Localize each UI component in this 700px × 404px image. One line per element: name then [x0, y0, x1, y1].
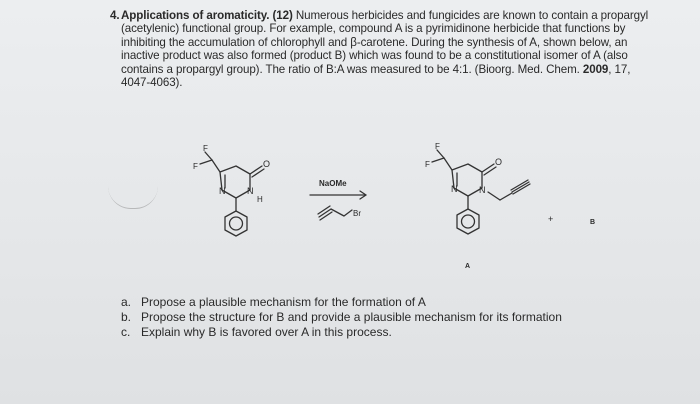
- part-a-label: a.: [121, 295, 132, 309]
- a-fluorine-1: F: [435, 142, 440, 151]
- sm-oxygen: O: [263, 159, 271, 169]
- part-c-text: Explain why B is favored over A in this process.: [141, 325, 392, 339]
- part-c-label: c.: [121, 325, 131, 339]
- sm-fluorine-1: F: [203, 144, 208, 153]
- a-fluorine-2: F: [425, 160, 430, 169]
- citation-year: 2009: [582, 62, 609, 76]
- product-b-label: B: [590, 219, 596, 226]
- part-b-label: b.: [121, 310, 132, 324]
- sm-nitrogen-1: N: [219, 186, 226, 196]
- question-number: 4.: [110, 9, 120, 22]
- a-nitrogen-2: N: [479, 185, 486, 195]
- reagent-naome: NaOMe: [319, 179, 347, 188]
- part-a: [121, 295, 681, 310]
- part-a-text: Propose a plausible mechanism for the formation of A: [141, 295, 426, 309]
- question-title: Applications of aromaticity.: [121, 9, 270, 22]
- sm-fluorine-2: F: [193, 162, 198, 171]
- question-paragraph: [110, 9, 661, 90]
- starting-material-structure: [200, 152, 264, 236]
- reagent-bromide: Br: [353, 209, 361, 218]
- reaction-scheme: [0, 140, 700, 290]
- a-nitrogen-1: N: [451, 184, 458, 194]
- question-body-part1: Numerous herbicides and fungicides are known to contain a propargyl (acetylenic) functional group. For example, compound A is a pyrimidinone herbicide that functions by inhibiting the accumulation of chlorophyll and β-carotene. During the synthesis of A, shown below, an inactive product was also formed (product B) which was found to be a constitutional isomer of A (also contains a propargyl group). The ratio of B:A was measured to be 4:1. (Bioorg. Med. Chem.: [121, 9, 649, 76]
- product-a-label: A: [465, 263, 471, 270]
- plus-sign: +: [548, 214, 554, 224]
- question-body-part2: , 17, 4047-4063).: [121, 62, 631, 90]
- a-oxygen: O: [495, 157, 503, 167]
- sm-nitrogen-2: N: [247, 186, 254, 196]
- sm-hydrogen: H: [257, 195, 263, 204]
- part-b-text: Propose the structure for B and provide a plausible mechanism for its formation: [141, 310, 562, 324]
- question-points: (12): [272, 9, 293, 22]
- part-c: [121, 325, 681, 340]
- part-b: [121, 310, 681, 325]
- question-parts-list: [121, 295, 681, 340]
